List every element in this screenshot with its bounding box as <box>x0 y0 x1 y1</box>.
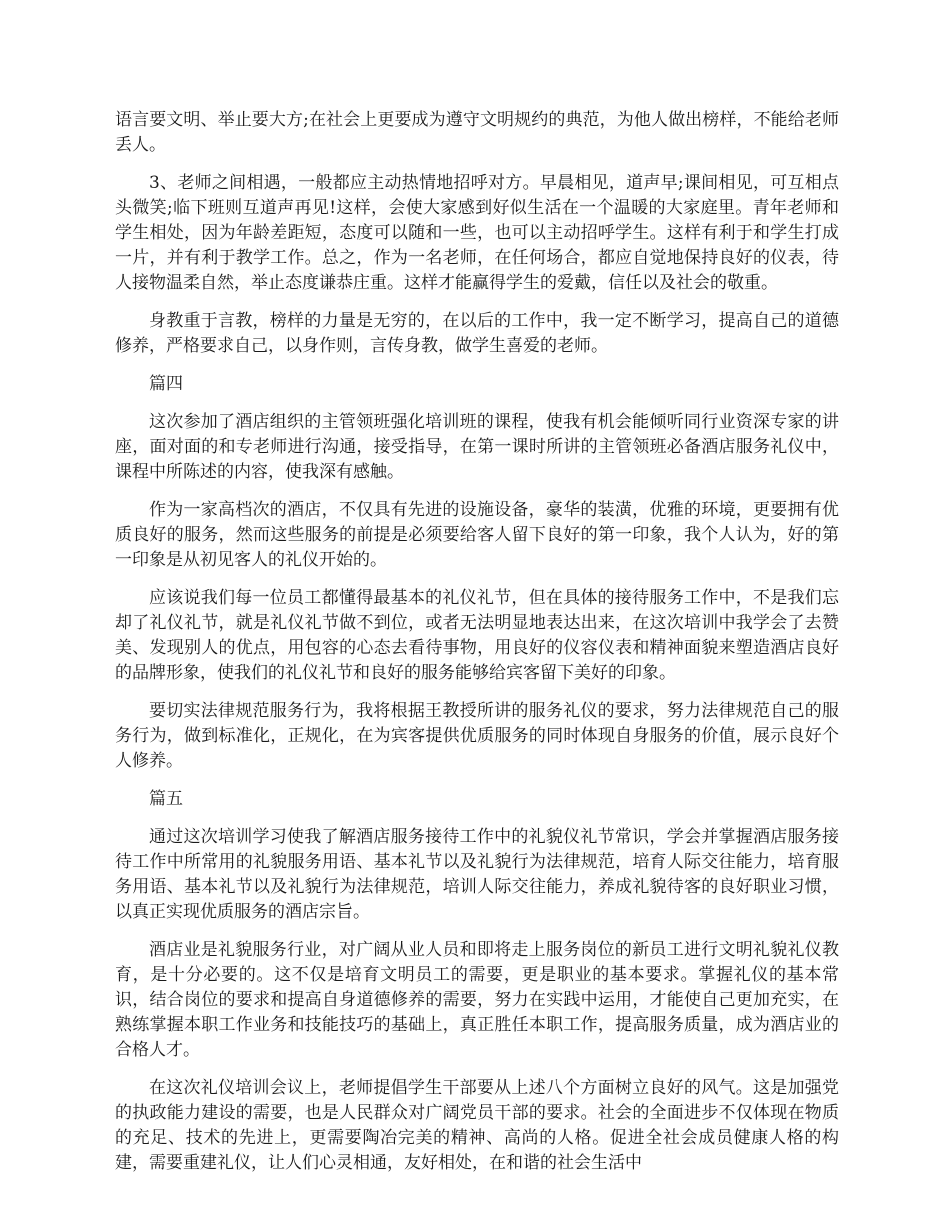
paragraph-role-model: 身教重于言教，榜样的力量是无穷的，在以后的工作中，我一定不断学习，提高自己的道德修养，严格要求自己，以身作则，言传身教，做学生喜爱的老师。 <box>115 311 839 356</box>
paragraph-training-intro: 这次参加了酒店组织的主管领班强化培训班的课程，使我有机会能倾听同行业资深专家的讲座，面对面的和专老师进行沟通，接受指导，在第一课时所讲的主管领班必备酒店服务礼仪中，课程中所陈述的内容，使我深有感触。 <box>115 412 839 482</box>
section-heading-4: 篇四 <box>149 374 183 394</box>
paragraph-continuation: 语言要文明、举止要大方;在社会上更要成为遵守文明规约的典范，为他人做出榜样，不能给老师丢人。 <box>115 110 839 155</box>
paragraph-hotel-industry: 酒店业是礼貌服务行业，对广阔从业人员和即将走上服务岗位的新员工进行文明礼貌礼仪教育，是十分必要的。这不仅是培育文明员工的需要，更是职业的基本要求。掌握礼仪的基本常识，结合岗位的要求和提高自身道德修养的需要，努力在实践中运用，才能使自己更加充实，在熟练掌握本职工作业务和技能技巧的基础上，真正胜任本职工作，提高服务质量，成为酒店业的合格人才。 <box>115 940 839 1060</box>
paragraph-teacher-greeting: 3、老师之间相遇，一般都应主动热情地招呼对方。早晨相见，道声早;课间相见，可互相点头微笑;临下班则互道声再见!这样，会使大家感到好似生活在一个温暖的大家庭里。青年老师和学生相处，因为年龄差距短，态度可以随和一些，也可以主动招呼学生。这样有利于和学生打成一片，并有利于教学工作。总之，作为一名老师，在任何场合，都应自觉地保持良好的仪表，待人接物温柔自然，举止态度谦恭庄重。这样才能赢得学生的爱戴，信任以及社会的敬重。 <box>115 173 839 293</box>
paragraph-service-standard: 要切实法律规范服务行为，我将根据王教授所讲的服务礼仪的要求，努力法律规范自己的服务行为，做到标准化，正规化，在为宾客提供优质服务的同时体现自身服务的价值，展示良好个人修养。 <box>115 701 839 771</box>
paragraph-training-learning: 通过这次培训学习使我了解酒店服务接待工作中的礼貌仪礼节常识，学会并掌握酒店服务接待工作中所常用的礼貌服务用语、基本礼节以及礼貌行为法律规范，培育人际交往能力，培育服务用语、基本礼节以及礼貌行为法律规范，培训人际交往能力，养成礼貌待客的良好职业习惯，以真正实现优质服务的酒店宗旨。 <box>115 827 839 922</box>
paragraph-first-impression: 作为一家高档次的酒店，不仅具有先进的设施设备，豪华的装潢，优雅的环境，更要拥有优质良好的服务，然而这些服务的前提是必须要给客人留下良好的第一印象，我个人认为，好的第一印象是从初见客人的礼仪开始的。 <box>115 500 839 570</box>
paragraph-etiquette-meeting: 在这次礼仪培训会议上，老师提倡学生干部要从上述八个方面树立良好的风气。这是加强党的执政能力建设的需要，也是人民群众对广阔党员干部的要求。社会的全面进步不仅体现在物质的充足、技术的先进上，更需要陶冶完美的精神、高尚的人格。促进全社会成员健康人格的构建，需要重建礼仪，让人们心灵相通，友好相处，在和谐的社会生活中 <box>115 1078 839 1173</box>
document-page <box>115 108 839 1189</box>
paragraph-etiquette-practice: 应该说我们每一位员工都懂得最基本的礼仪礼节，但在具体的接待服务工作中，不是我们忘却了礼仪礼节，就是礼仪礼节做不到位，或者无法明显地表达出来，在这次培训中我学会了去赞美、发现别人的优点，用包容的心态去看待事物，用良好的仪容仪表和精神面貌来塑造酒店良好的品牌形象，使我们的礼仪礼节和良好的服务能够给宾客留下美好的印象。 <box>115 588 839 683</box>
section-heading-5: 篇五 <box>149 789 183 809</box>
